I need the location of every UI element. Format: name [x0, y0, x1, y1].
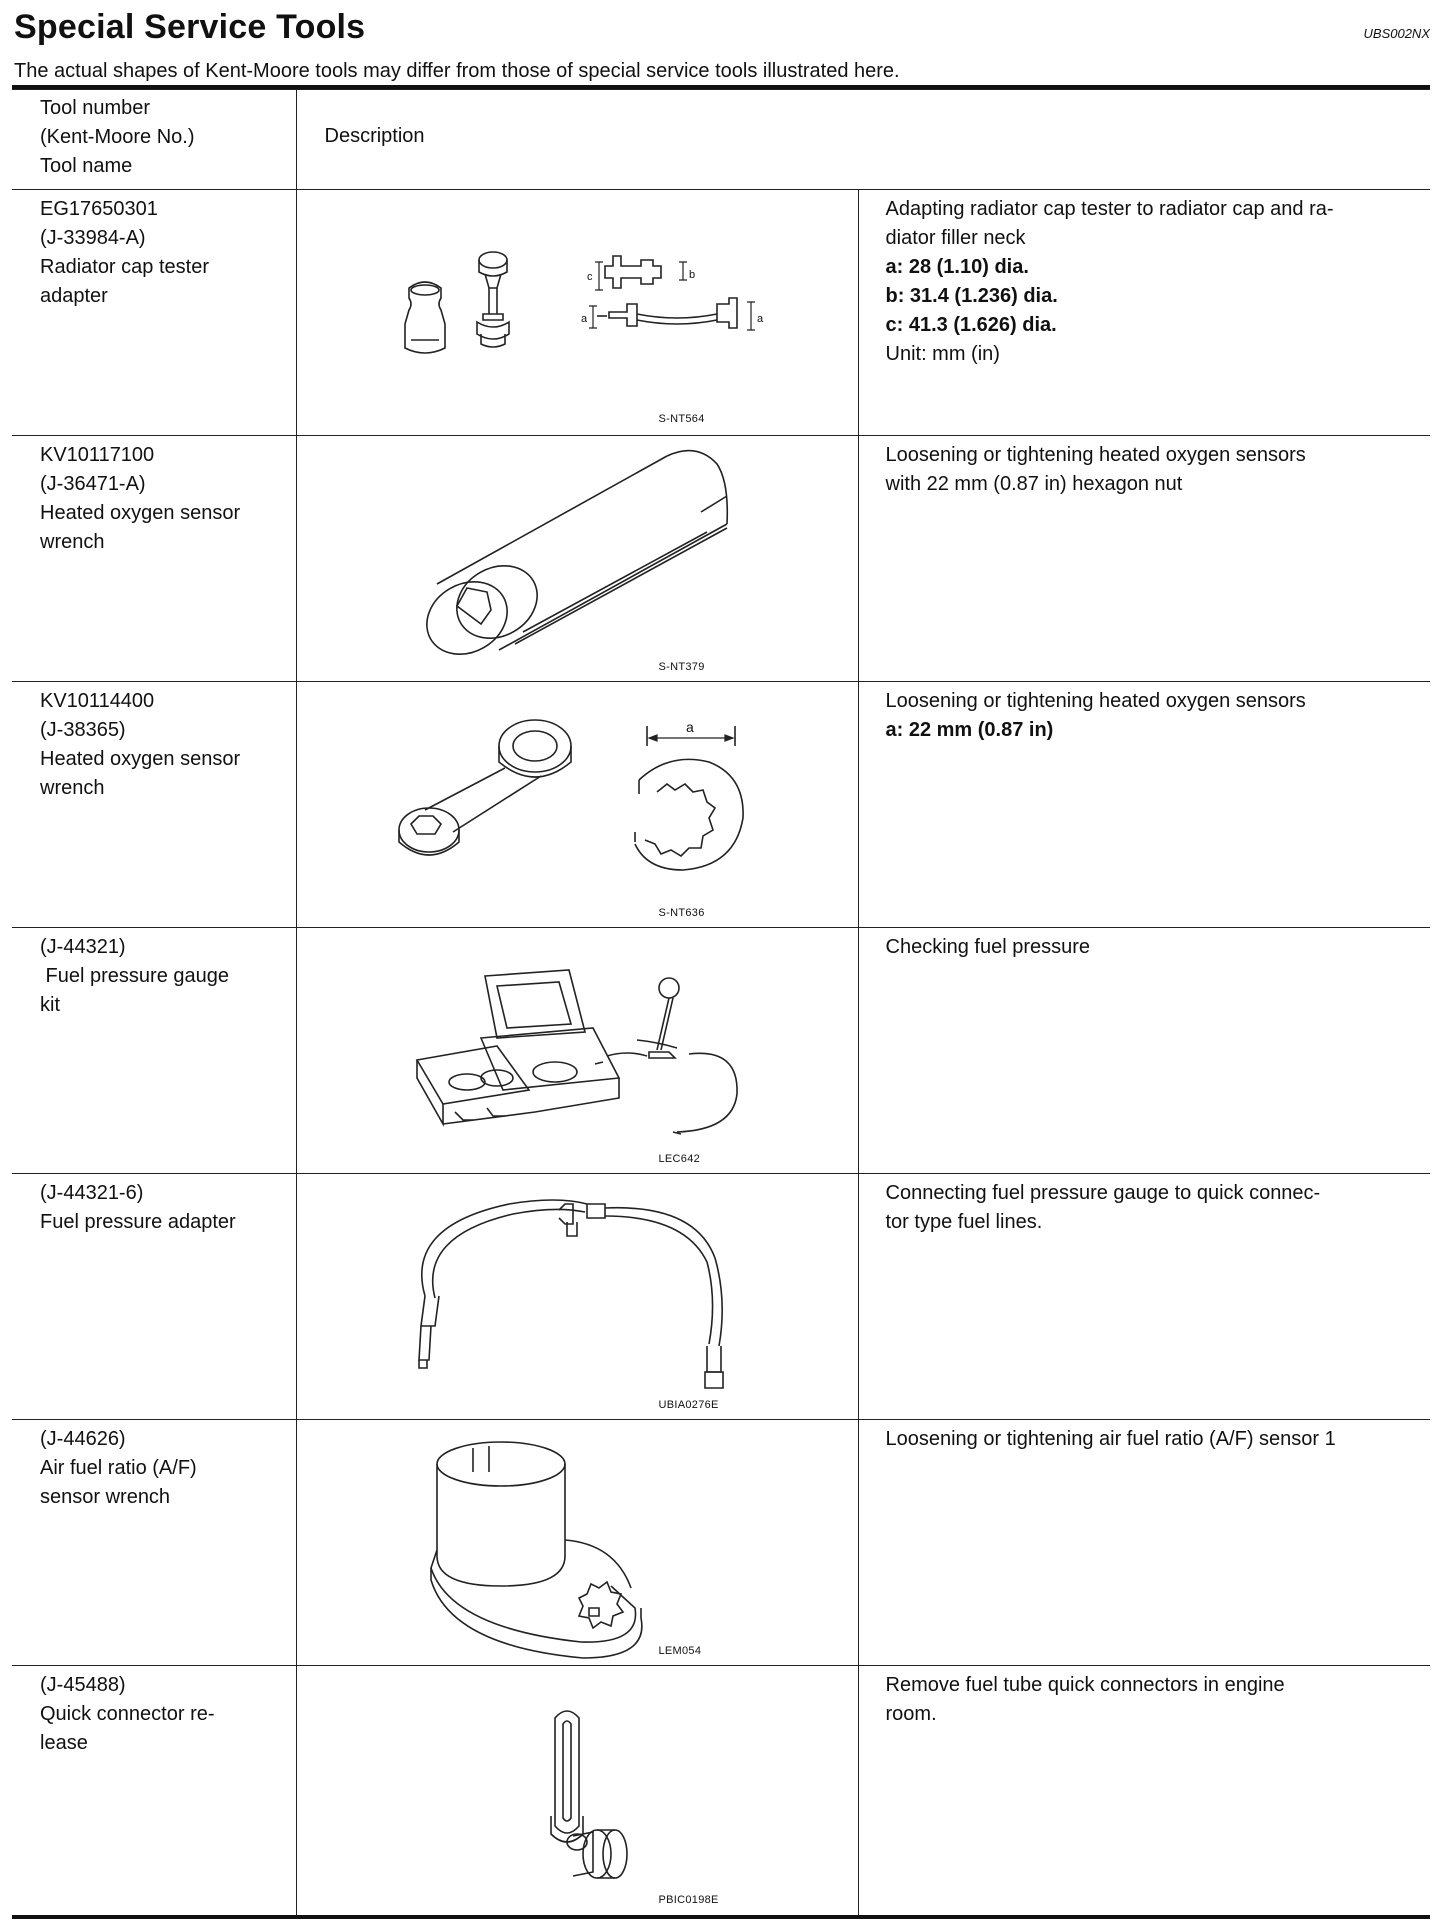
table-row	[12, 1666, 1430, 1918]
tool-illustration-cell	[296, 1420, 858, 1666]
header-tool-name: Tool name	[40, 155, 133, 177]
tool-id-cell	[12, 1420, 296, 1666]
description-line: Checking fuel pressure	[885, 936, 1091, 958]
tool-description-cell	[858, 928, 1430, 1174]
af-sensor-wrench-illustration	[297, 1420, 859, 1665]
tool-description-cell	[858, 1666, 1430, 1918]
header-description-column	[296, 90, 1430, 190]
description-line: Loosening or tightening heated oxygen sensors	[885, 690, 1306, 712]
tool-id-cell	[12, 1666, 296, 1918]
table-row	[12, 436, 1430, 682]
tool-illustration-cell	[296, 190, 858, 436]
kent-moore-number: (J-45488)	[40, 1674, 126, 1696]
tool-id-cell	[12, 436, 296, 682]
description-line: with 22 mm (0.87 in) hexagon nut	[885, 473, 1183, 495]
dimension-a: a: 22 mm (0.87 in)	[885, 719, 1054, 741]
description-line: Loosening or tightening heated oxygen sensors	[885, 444, 1306, 466]
figure-code: S-NT636	[658, 907, 705, 919]
tool-illustration-cell	[296, 436, 858, 682]
dimension-label-a: a	[580, 313, 587, 325]
tool-illustration-cell	[296, 682, 858, 928]
header-description: Description	[324, 125, 425, 147]
tool-description-cell	[858, 190, 1430, 436]
kent-moore-number: (J-44321)	[40, 936, 126, 958]
dimension-b: b: 31.4 (1.236) dia.	[885, 285, 1058, 307]
radiator-cap-tester-adapter-illustration	[297, 190, 859, 435]
figure-code: S-NT379	[658, 661, 705, 673]
tool-name: lease	[40, 1732, 88, 1754]
table-row	[12, 1420, 1430, 1666]
tool-name: wrench	[40, 777, 105, 799]
table-row	[12, 682, 1430, 928]
kent-moore-number: (J-36471-A)	[40, 473, 146, 495]
tool-name: Fuel pressure gauge	[40, 965, 230, 987]
tool-number: KV10117100	[40, 444, 155, 466]
tool-name: wrench	[40, 531, 105, 553]
dimension-a: a: 28 (1.10) dia.	[885, 256, 1029, 278]
tool-illustration-cell	[296, 928, 858, 1174]
tool-name: sensor wrench	[40, 1486, 171, 1508]
table-row	[12, 928, 1430, 1174]
tool-id-cell	[12, 190, 296, 436]
tool-name: Heated oxygen sensor	[40, 748, 241, 770]
tool-illustration-cell	[296, 1174, 858, 1420]
table-row	[12, 1174, 1430, 1420]
kent-moore-number: (J-38365)	[40, 719, 126, 741]
table-row	[12, 190, 1430, 436]
description-line: diator filler neck	[885, 227, 1026, 249]
dimension-label-b: b	[688, 269, 695, 281]
fuel-pressure-gauge-kit-illustration	[297, 928, 859, 1173]
tool-id-cell	[12, 1174, 296, 1420]
description-line: Remove fuel tube quick connectors in engine	[885, 1674, 1285, 1696]
special-service-tools-table	[12, 89, 1430, 1919]
figure-code: UBIA0276E	[658, 1399, 719, 1411]
description-line: tor type fuel lines.	[885, 1211, 1043, 1233]
table-header-row	[12, 90, 1430, 190]
description-line: Loosening or tightening air fuel ratio (A/F) sensor 1	[885, 1428, 1336, 1450]
figure-code: S-NT564	[658, 413, 705, 425]
tool-description-cell	[858, 1420, 1430, 1666]
oxygen-sensor-ring-wrench-illustration	[297, 682, 859, 927]
tool-name: Radiator cap tester	[40, 256, 209, 278]
description-line: Connecting fuel pressure gauge to quick connec-	[885, 1182, 1321, 1204]
tool-name: kit	[40, 994, 60, 1016]
header-kent-moore-no: (Kent-Moore No.)	[40, 126, 195, 148]
description-line: Adapting radiator cap tester to radiator cap and ra-	[885, 198, 1334, 220]
tool-description-cell	[858, 682, 1430, 928]
figure-code: LEC642	[658, 1153, 701, 1165]
dimension-label-a: a	[756, 313, 763, 325]
tool-number: EG17650301	[40, 198, 158, 220]
tool-description-cell	[858, 436, 1430, 682]
fuel-pressure-adapter-illustration	[297, 1174, 859, 1419]
tool-id-cell	[12, 682, 296, 928]
tool-name: Air fuel ratio (A/F)	[40, 1457, 197, 1479]
unit-note: Unit: mm (in)	[885, 343, 1000, 365]
figure-code: LEM054	[658, 1645, 702, 1657]
tool-name: Heated oxygen sensor	[40, 502, 241, 524]
header-tool-number: Tool number	[40, 97, 151, 119]
tool-number: KV10114400	[40, 690, 155, 712]
tool-id-cell	[12, 928, 296, 1174]
dimension-label-a: a	[685, 719, 694, 735]
figure-code: PBIC0198E	[658, 1894, 719, 1906]
dimension-label-c: c	[586, 271, 592, 283]
description-line: room.	[885, 1703, 937, 1725]
tool-illustration-cell	[296, 1666, 858, 1918]
dimension-c: c: 41.3 (1.626) dia.	[885, 314, 1057, 336]
kent-moore-number: (J-44321-6)	[40, 1182, 144, 1204]
oxygen-sensor-socket-illustration	[297, 436, 859, 681]
page-subtitle: The actual shapes of Kent-Moore tools may differ from those of special service tools illustrated here.	[14, 60, 900, 82]
document-code: UBS002NX	[1363, 26, 1430, 41]
tool-name: Fuel pressure adapter	[40, 1211, 236, 1233]
kent-moore-number: (J-44626)	[40, 1428, 126, 1450]
kent-moore-number: (J-33984-A)	[40, 227, 146, 249]
tool-description-cell	[858, 1174, 1430, 1420]
page-title: Special Service Tools	[14, 8, 366, 46]
header-tool-column	[12, 90, 296, 190]
tool-name: adapter	[40, 285, 108, 307]
quick-connector-release-illustration	[297, 1666, 859, 1911]
tool-name: Quick connector re-	[40, 1703, 215, 1725]
